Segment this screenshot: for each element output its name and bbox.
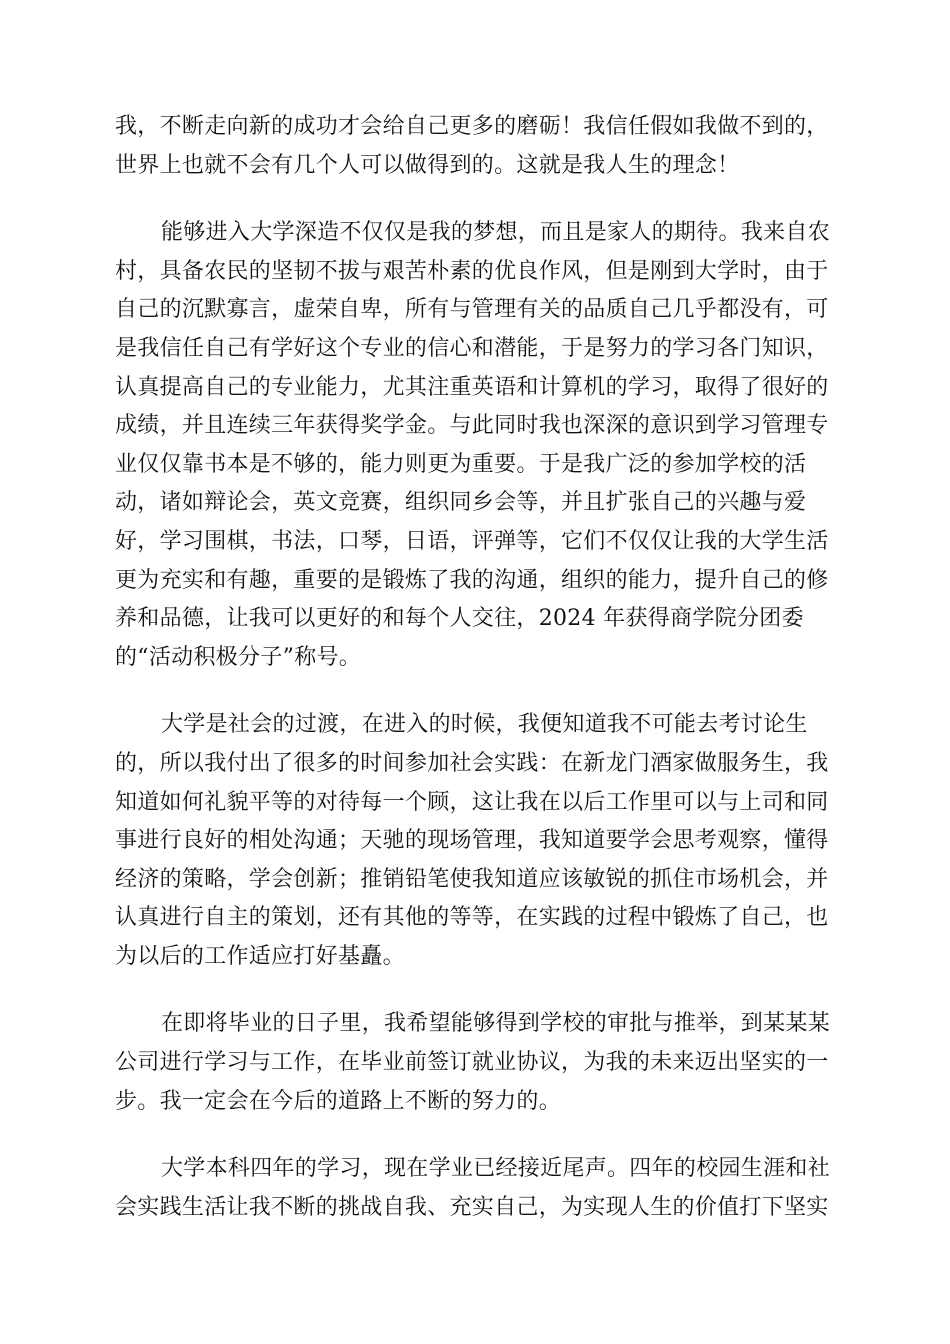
text-line: 好，学习围棋，书法，口琴，日语，评弹等，它们不仅仅让我的大学生活 <box>115 528 829 554</box>
paragraph-1 <box>115 108 835 185</box>
text-line: 认真进行自主的策划，还有其他的等等，在实践的过程中锻炼了自己，也 <box>115 905 829 931</box>
paragraph-2 <box>115 214 835 677</box>
paragraph-3 <box>115 706 835 976</box>
text-line: 在即将毕业的日子里，我希望能够得到学校的审批与推举，到某某某 <box>161 1011 831 1037</box>
text-line: 能够进入大学深造不仅仅是我的梦想，而且是家人的期待。我来自农 <box>161 220 831 246</box>
text-line: 成绩，并且连续三年获得奖学金。与此同时我也深深的意识到学习管理专 <box>115 413 829 439</box>
text-line: 知道如何礼貌平等的对待每一个顾，这让我在以后工作里可以与上司和同 <box>115 789 829 815</box>
text-line: 大学是社会的过渡，在进入的时候，我便知道我不可能去考讨论生 <box>161 712 808 738</box>
text-line: 认真提高自己的专业能力，尤其注重英语和计算机的学习，取得了很好的 <box>115 374 829 400</box>
text-line: 养和品德，让我可以更好的和每个人交往，2024 年获得商学院分团委 <box>115 606 804 632</box>
text-line: 步。我一定会在今后的道路上不断的努力的。 <box>115 1088 562 1114</box>
document-body <box>115 108 835 1256</box>
text-line: 业仅仅靠书本是不够的，能力则更为重要。于是我广泛的参加学校的活 <box>115 451 807 477</box>
text-line: 村，具备农民的坚韧不拔与艰苦朴素的优良作风，但是刚到大学时，由于 <box>115 258 829 284</box>
text-line: 自己的沉默寡言，虚荣自卑，所有与管理有关的品质自己几乎都没有，可 <box>115 297 829 323</box>
text-line: 公司进行学习与工作，在毕业前签订就业协议，为我的未来迈出坚实的一 <box>115 1050 829 1076</box>
text-line: 大学本科四年的学习，现在学业已经接近尾声。四年的校园生涯和社 <box>161 1156 831 1182</box>
text-line: 我，不断走向新的成功才会给自己更多的磨砺！我信任假如我做不到的， <box>115 114 829 139</box>
text-line: 事进行良好的相处沟通；天驰的现场管理，我知道要学会思考观察，懂得 <box>115 828 829 854</box>
text-line: 经济的策略，学会创新；推销铅笔使我知道应该敏锐的抓住市场机会，并 <box>115 866 829 892</box>
text-line: 世界上也就不会有几个人可以做得到的。这就是我人生的理念！ <box>115 152 740 178</box>
text-line: 是我信任自己有学好这个专业的信心和潜能，于是努力的学习各门知识， <box>115 335 829 361</box>
paragraph-5 <box>115 1150 835 1227</box>
text-line: 的，所以我付出了很多的时间参加社会实践：在新龙门酒家做服务生，我 <box>115 750 829 776</box>
text-line: 会实践生活让我不断的挑战自我、充实自己，为实现人生的价值打下坚实 <box>115 1194 829 1220</box>
paragraph-4 <box>115 1005 835 1121</box>
text-line: 为以后的工作适应打好基矗。 <box>115 943 405 969</box>
text-line: 更为充实和有趣，重要的是锻炼了我的沟通，组织的能力，提升自己的修 <box>115 567 829 593</box>
text-line: 的“活动积极分子”称号。 <box>115 644 362 670</box>
text-line: 动，诸如辩论会，英文竞赛，组织同乡会等，并且扩张自己的兴趣与爱 <box>115 490 807 516</box>
